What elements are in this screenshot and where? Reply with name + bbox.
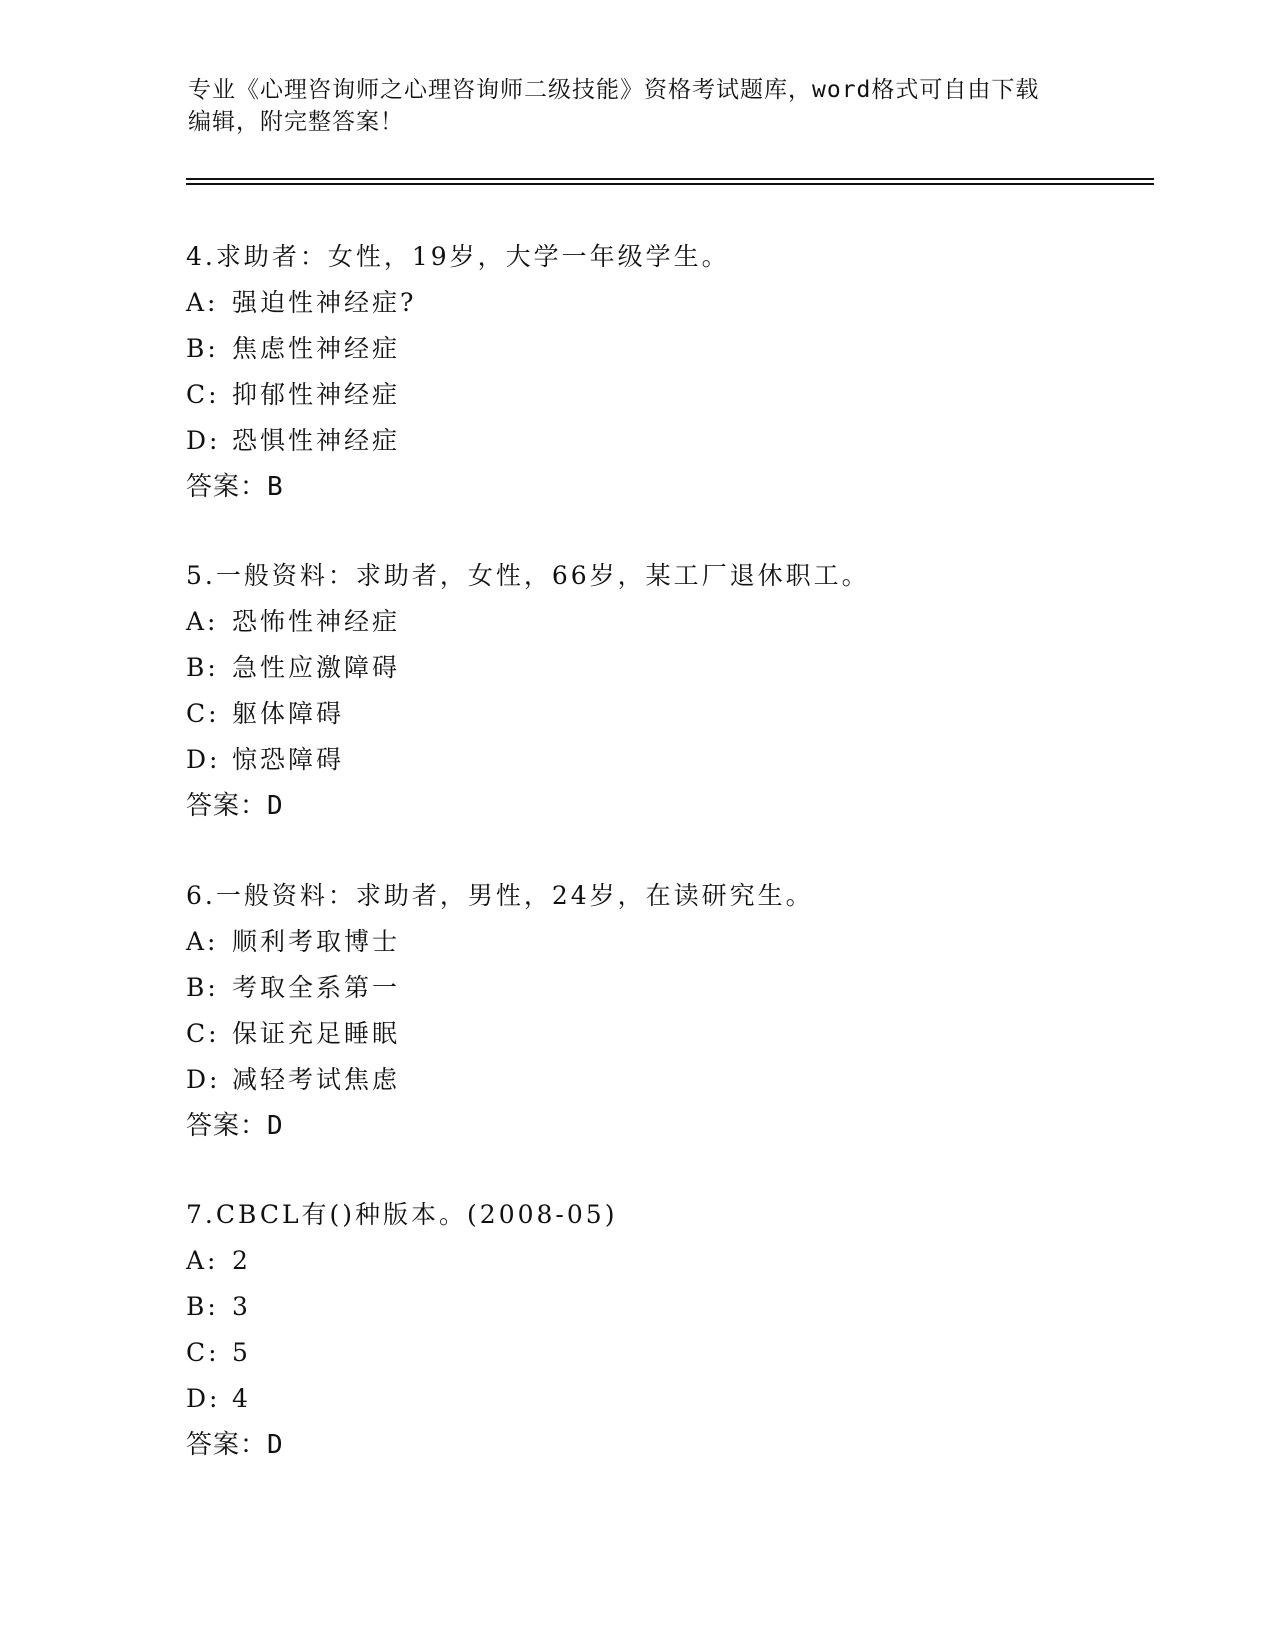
- answer-line: 答案：D: [186, 1111, 284, 1141]
- option-text: 恐惧性神经症: [232, 426, 401, 455]
- option-letter: A:: [186, 1246, 219, 1275]
- option-text: 强迫性神经症?: [232, 288, 417, 317]
- header-line-2: 编辑，附完整答案！: [188, 109, 404, 135]
- header-line-1: 专业《心理咨询师之心理咨询师二级技能》资格考试题库，word格式可自由下载: [188, 77, 1040, 103]
- option-d: [186, 737, 1136, 783]
- option-letter: B:: [186, 334, 219, 363]
- question-stem: 6.一般资料：求助者，男性，24岁，在读研究生。: [186, 881, 814, 910]
- header-divider-bottom: [186, 183, 1154, 185]
- option-letter: A:: [186, 927, 219, 956]
- question-stem: 4.求助者：女性，19岁，大学一年级学生。: [186, 242, 730, 271]
- option-a: [186, 1238, 1136, 1284]
- option-text: 减轻考试焦虑: [232, 1065, 401, 1094]
- option-b: [186, 326, 1136, 372]
- option-letter: A:: [186, 607, 219, 636]
- option-a: [186, 280, 1136, 326]
- option-letter: B:: [186, 973, 219, 1002]
- option-a: [186, 919, 1136, 965]
- option-letter: A:: [186, 288, 219, 317]
- option-c: [186, 1330, 1136, 1376]
- option-d: [186, 1057, 1136, 1103]
- question-block: [186, 1192, 1136, 1468]
- option-text: 5: [232, 1338, 251, 1367]
- option-text: 躯体障碍: [232, 699, 345, 728]
- option-text: 惊恐障碍: [232, 745, 345, 774]
- option-letter: D:: [186, 426, 221, 455]
- question-stem: 5.一般资料：求助者，女性，66岁，某工厂退休职工。: [186, 561, 870, 590]
- question-block: [186, 553, 1136, 829]
- option-c: [186, 1011, 1136, 1057]
- option-text: 抑郁性神经症: [232, 380, 401, 409]
- option-letter: D:: [186, 1384, 221, 1413]
- option-text: 考取全系第一: [232, 973, 401, 1002]
- answer-line: 答案：D: [186, 791, 284, 821]
- option-text: 焦虑性神经症: [232, 334, 401, 363]
- option-text: 3: [232, 1292, 251, 1321]
- option-text: 急性应激障碍: [232, 653, 401, 682]
- option-b: [186, 645, 1136, 691]
- question-block: [186, 234, 1136, 510]
- answer-line: 答案：B: [186, 472, 284, 502]
- question-block: [186, 873, 1136, 1149]
- option-text: 4: [232, 1384, 251, 1413]
- option-b: [186, 1284, 1136, 1330]
- option-letter: C:: [186, 380, 220, 409]
- option-c: [186, 691, 1136, 737]
- option-d: [186, 1376, 1136, 1422]
- option-b: [186, 965, 1136, 1011]
- option-letter: C:: [186, 699, 220, 728]
- answer-line: 答案：D: [186, 1430, 284, 1460]
- option-text: 2: [232, 1246, 251, 1275]
- document-header: [188, 74, 1088, 138]
- header-divider-top: [186, 178, 1154, 180]
- option-text: 顺利考取博士: [232, 927, 401, 956]
- option-letter: B:: [186, 1292, 219, 1321]
- option-letter: C:: [186, 1338, 220, 1367]
- option-letter: D:: [186, 1065, 221, 1094]
- option-text: 恐怖性神经症: [232, 607, 401, 636]
- option-c: [186, 372, 1136, 418]
- option-letter: D:: [186, 745, 221, 774]
- option-d: [186, 418, 1136, 464]
- option-letter: C:: [186, 1019, 220, 1048]
- option-a: [186, 599, 1136, 645]
- option-letter: B:: [186, 653, 219, 682]
- option-text: 保证充足睡眠: [232, 1019, 401, 1048]
- question-stem: 7.CBCL有()种版本。(2008-05): [186, 1200, 618, 1229]
